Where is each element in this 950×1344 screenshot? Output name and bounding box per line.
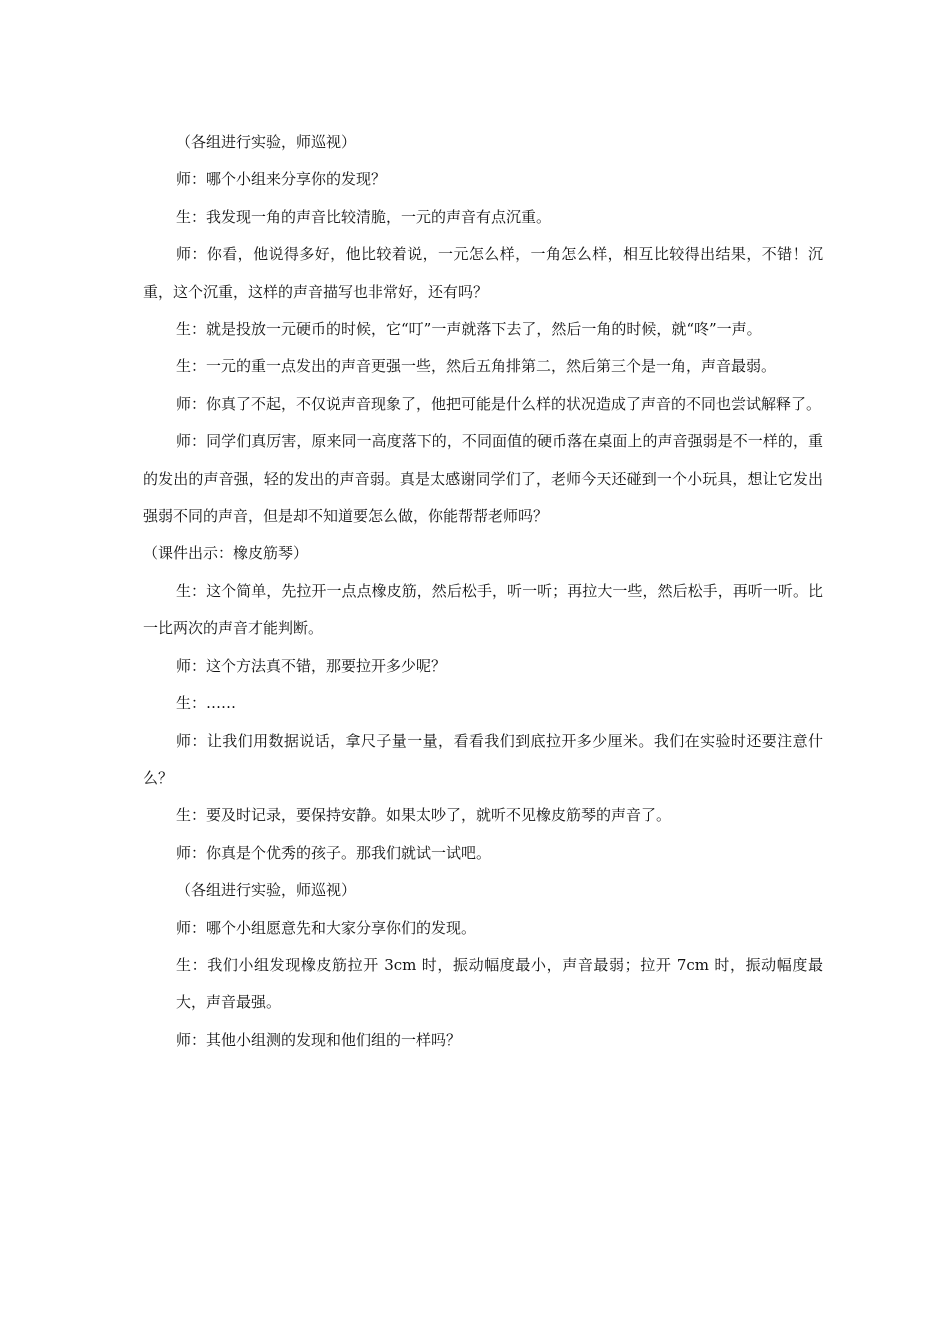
paragraph-4: 师：你看，他说得多好，他比较着说，一元怎么样，一角怎么样，相互比较得出结果，不错！沉重，这个沉重，这样的声音描写也非常好，还有吗？ bbox=[143, 245, 823, 301]
paragraph-6: 生：一元的重一点发出的声音更强一些，然后五角排第二，然后第三个是一角，声音最弱。 bbox=[176, 357, 777, 376]
paragraph-3: 生：我发现一角的声音比较清脆，一元的声音有点沉重。 bbox=[176, 207, 552, 226]
paragraph-18: 生：我们小组发现橡皮筋拉开 3cm 时，振动幅度最小，声音最弱；拉开 7cm 时，振动幅度最大，声音最强。 bbox=[176, 955, 823, 1012]
paragraph-14: 生：要及时记录，要保持安静。如果太吵了，就听不见橡皮筋琴的声音了。 bbox=[176, 806, 672, 825]
paragraph-2: 师：哪个小组来分享你的发现？ bbox=[176, 170, 387, 189]
paragraph-10: 生：这个简单，先拉开一点点橡皮筋，然后松手，听一听；再拉大一些，然后松手，再听一听。比一比两次的声音才能判断。 bbox=[143, 581, 823, 638]
paragraph-15: 师：你真是个优秀的孩子。那我们就试一试吧。 bbox=[176, 843, 492, 862]
paragraph-17: 师：哪个小组愿意先和大家分享你们的发现。 bbox=[176, 918, 477, 937]
paragraph-1: （各组进行实验，师巡视） bbox=[176, 133, 357, 151]
paragraph-13: 师：让我们用数据说话，拿尺子量一量，看看我们到底拉开多少厘米。我们在实验时还要注意什么？ bbox=[143, 731, 823, 787]
paragraph-8: 师：同学们真厉害，原来同一高度落下的，不同面值的硬币落在桌面上的声音强弱是不一样的，重的发出的声音强，轻的发出的声音弱。真是太感谢同学们了，老师今天还碰到一个小玩具，想让它发出强弱不同的声音，但是却不知道要怎么做，你能帮帮老师吗？ bbox=[143, 432, 823, 526]
paragraph-5: 生：就是投放一元硬币的时候，它“叮”一声就落下去了，然后一角的时候，就“咚”一声。 bbox=[176, 320, 762, 339]
paragraph-7: 师：你真了不起，不仅说声音现象了，他把可能是什么样的状况造成了声音的不同也尝试解释了。 bbox=[176, 394, 822, 413]
document-body bbox=[143, 124, 823, 1059]
paragraph-19: 师：其他小组测的发现和他们组的一样吗？ bbox=[176, 1030, 462, 1049]
paragraph-9: （课件出示：橡皮筋琴） bbox=[143, 544, 309, 563]
paragraph-16: （各组进行实验，师巡视） bbox=[176, 881, 357, 900]
paragraph-11: 师：这个方法真不错，那要拉开多少呢？ bbox=[176, 656, 447, 675]
paragraph-12: 生：…… bbox=[176, 694, 237, 713]
